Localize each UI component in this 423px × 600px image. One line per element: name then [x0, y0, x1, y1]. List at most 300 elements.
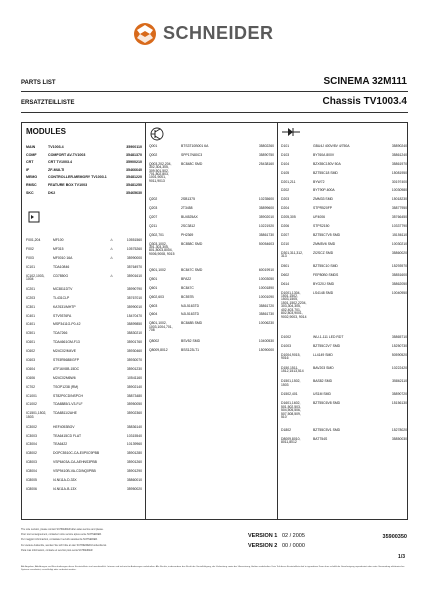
part-description: CD7850G: [53, 273, 69, 278]
part-description: DOPC5510C-CA-E0P0C9PBB: [53, 451, 100, 456]
part-reference: D8009,8010, 8011,8012: [281, 436, 301, 445]
modules-list: [26, 146, 142, 199]
parts-list-title: PARTS LIST: [21, 80, 56, 86]
part-number: 10551560: [126, 238, 142, 242]
table-row: [149, 322, 274, 340]
part-number: 10575260: [126, 246, 142, 251]
table-row: [26, 288, 142, 297]
part-number: 35861730: [258, 232, 274, 237]
part-number: 35802260: [258, 144, 274, 148]
table-row: [281, 367, 407, 380]
part-reference: D103: [281, 152, 290, 157]
version-1-date: 02 / 2005: [281, 533, 305, 539]
part-reference: Q302,701: [149, 232, 164, 237]
table-row: [26, 350, 142, 359]
part-description: ATF16V8B-15DC: [53, 366, 80, 371]
part-description: BZT55C18 SMD: [313, 170, 338, 175]
part-description: TDA4661GM-F13: [53, 340, 80, 345]
document-number: 35900350: [382, 534, 407, 540]
part-number: 15156130: [391, 401, 407, 406]
part-reference: D1802: [281, 427, 291, 432]
part-number: 10001890: [258, 285, 274, 290]
part-description: MSP3411G-P0-42: [53, 322, 81, 327]
part-reference: IC1002: [26, 402, 37, 407]
safety-warning-icon: ⚠: [110, 246, 114, 251]
part-number: 35860010: [126, 477, 142, 482]
part-number: 35764970: [126, 264, 142, 269]
part-description: BZX55C150V 50A: [313, 161, 341, 166]
part-reference: Q001: [149, 144, 158, 148]
part-number: 15081950: [391, 170, 407, 175]
module-description: FEATURE BOX TV1003: [48, 182, 88, 187]
table-row: [26, 306, 142, 315]
table-row: [149, 198, 274, 207]
part-reference: D614: [281, 281, 290, 286]
part-description: PH2369: [181, 232, 194, 237]
part-description: TL431CLP: [53, 295, 70, 300]
part-description: BAV203 SMD: [313, 365, 334, 370]
module-part-number: 35466640: [126, 167, 142, 172]
column-divider: [145, 123, 146, 519]
table-row: [149, 225, 274, 234]
part-reference: Q501: [149, 276, 158, 281]
part-reference: Q601: [149, 285, 158, 290]
part-reference: D1003: [281, 343, 291, 348]
part-number: 15293970: [391, 263, 407, 268]
part-description: SPP17N80C3: [181, 152, 203, 157]
part-description: BC848B SMD: [181, 321, 203, 326]
part-reference: D205,305: [281, 215, 296, 220]
part-number: 35862110: [392, 379, 407, 384]
part-description: BC848C SMD: [181, 161, 203, 166]
part-number: 10400530: [258, 339, 274, 344]
part-description: MF315: [53, 246, 64, 251]
ic-symbol-icon: [28, 211, 40, 223]
part-number: 35901290: [126, 469, 142, 474]
part-description: LS4148 SMD: [313, 290, 334, 295]
version-2: [248, 543, 305, 549]
part-description: MC3811DTV: [53, 286, 73, 291]
module-part-number: 35481250: [126, 182, 142, 187]
part-description: BYW72: [313, 179, 325, 184]
part-description: NJL5163TD: [181, 303, 200, 308]
ersatzteilliste-title: ERSATZTEILLISTE: [21, 100, 75, 106]
part-reference: IC101: [26, 264, 36, 269]
part-reference: IC606: [26, 375, 36, 380]
part-reference: IC401: [26, 313, 36, 318]
part-reference: Q603: [149, 303, 158, 308]
part-description: BZT55C7V5 SMD: [313, 232, 341, 237]
part-number: 10040950: [391, 290, 407, 295]
part-reference: Q203: [149, 205, 158, 210]
part-number: 35860020: [391, 250, 407, 255]
module-part-number: 35481220: [126, 175, 142, 180]
part-description: BC847C: [181, 285, 194, 290]
part-number: 10030210: [391, 241, 407, 246]
part-number: 35901610: [126, 273, 142, 278]
part-description: MF0010 16A: [53, 255, 73, 260]
table-row: [281, 198, 407, 207]
table-row: [26, 470, 142, 479]
part-description: WU-1-111 LED RDT: [313, 334, 344, 339]
part-number: 35950020: [126, 486, 142, 491]
safety-warning-icon: ⚠: [110, 255, 114, 260]
module-row: [26, 154, 142, 162]
module-code: IF: [26, 167, 30, 172]
column-divider: [277, 123, 278, 519]
table-row: [281, 292, 407, 336]
part-description: STV9376FA: [53, 313, 72, 318]
part-number: 30197400: [391, 179, 407, 184]
module-part-number: 35481370: [126, 152, 142, 157]
table-row: [281, 402, 407, 429]
part-number: 35861240: [391, 152, 407, 157]
part-reference: IC3004: [26, 442, 37, 447]
part-number: 35851600: [391, 272, 407, 277]
footnote-line: Pour tout renseignement, contactez notre service apres-vente SCHNEIDER.: [21, 533, 102, 537]
diode-symbol-icon: [282, 127, 300, 137]
part-number: 35861970: [391, 161, 407, 166]
part-reference: IC1501,1502, 1503: [26, 411, 47, 419]
table-row: [281, 274, 407, 283]
table-row: [281, 234, 407, 243]
table-row: [26, 332, 142, 341]
part-number: 35899600: [258, 205, 274, 210]
table-row: [26, 297, 142, 306]
table-row: [149, 349, 274, 358]
part-number: 35766450: [391, 215, 407, 220]
part-description: BC858C SMD: [181, 241, 203, 246]
table-row: [281, 380, 407, 393]
table-row: [281, 207, 407, 216]
parts-table: [21, 122, 408, 520]
part-reference: IC603: [26, 357, 36, 362]
part-reference: IC301: [26, 304, 36, 309]
part-number: 35902140: [126, 384, 142, 389]
part-reference: D203: [281, 197, 290, 202]
part-reference: D104: [281, 161, 290, 166]
part-reference: IC8004: [26, 469, 37, 474]
table-row: [281, 438, 407, 451]
part-number: 15018230: [391, 197, 407, 202]
part-number: 10006230: [258, 321, 274, 326]
part-description: LL4149 SMD: [313, 352, 333, 357]
table-row: [26, 323, 142, 332]
part-number: 10222420: [391, 365, 407, 370]
part-description: BAS82 SMD: [313, 379, 333, 384]
table-row: [26, 359, 142, 368]
safety-warning-icon: ⚠: [110, 238, 114, 242]
part-number: 35850030: [391, 436, 407, 441]
table-row: [26, 426, 142, 435]
module-description: CONTROLLER-MEMORY TV1003.1: [48, 175, 107, 180]
part-description: BZT55C10 SMD: [313, 263, 338, 268]
part-description: BZT55C5V1 SMD: [313, 427, 341, 432]
footnote-line: Fur weitere Auskunfte, wenden Sie sich bitte an den SCHNEIDER-Kundendienst.: [21, 543, 107, 547]
part-number: 10001090: [258, 294, 274, 299]
part-reference: D210: [281, 241, 290, 246]
brand-logo: [133, 22, 293, 46]
part-description: BTS3T10B001 6A: [181, 144, 209, 148]
part-reference: D301,311,312, 313: [281, 250, 303, 259]
part-reference: IC702: [26, 384, 36, 389]
table-row: [149, 234, 274, 243]
part-number: 15250730: [391, 343, 407, 348]
part-description: GBU4J 400V/8V 4/750A: [313, 144, 350, 148]
part-number: 15090000: [258, 347, 274, 352]
part-description: 2T3458: [181, 205, 193, 210]
table-row: [149, 163, 274, 198]
part-description: BZT55C6V8 SMD: [313, 401, 341, 406]
part-reference: Q207: [149, 214, 158, 219]
part-number: 10315540: [126, 433, 142, 438]
module-description: ZF-MULTI: [48, 167, 65, 172]
table-row: [26, 488, 142, 497]
part-number: 35930460: [126, 349, 142, 354]
part-reference: D602: [281, 272, 290, 277]
page-number: 1/3: [398, 554, 405, 560]
part-number: 10139960: [126, 442, 142, 447]
part-description: TSOP1238 (RM): [53, 384, 79, 389]
module-description: CRT TV1003.4: [48, 160, 72, 165]
module-part-number: 35900210: [126, 160, 142, 165]
footnote-line: Per maggiori informazioni, contattate il servizio assistenza SCHNEIDER.: [21, 538, 98, 542]
part-number: 35890240: [391, 144, 407, 148]
part-number: 35990790: [126, 286, 142, 291]
part-description: TEA6415CD FLAT: [53, 433, 82, 438]
module-code: RMSC: [26, 182, 37, 187]
part-number: 35767010: [126, 295, 142, 300]
part-description: KA7631/MHTP: [53, 304, 76, 309]
part-description: US1M SMD: [313, 392, 331, 397]
part-number: 10337790: [391, 224, 407, 229]
table-row: [26, 412, 142, 425]
part-reference: Q211: [149, 223, 158, 228]
part-number: 10003050: [258, 276, 274, 281]
part-reference: Q604: [149, 312, 158, 317]
table-row: [281, 354, 407, 367]
table-row: [26, 275, 142, 288]
part-reference: D202: [281, 188, 290, 193]
part-description: HEF4053BGV: [53, 424, 75, 429]
part-reference: IC602: [26, 349, 36, 354]
part-description: BU4525AX: [181, 214, 198, 219]
part-number: 35950050: [126, 402, 142, 407]
module-code: SKC: [26, 190, 34, 195]
safety-warning-icon: ⚠: [110, 273, 114, 278]
module-code: COMF: [26, 152, 37, 157]
table-row: [26, 479, 142, 488]
part-reference: Q602,603: [149, 294, 164, 299]
part-description: VSP6403A-CA-AEHNS3PBB: [53, 460, 97, 465]
module-description: DK2: [48, 190, 56, 195]
part-reference: D201,211: [281, 179, 296, 184]
part-description: M24C02M6W6: [53, 375, 76, 380]
part-number: 35901760: [126, 340, 142, 345]
ic-parts-list: [26, 239, 142, 497]
part-reference: IC3002: [26, 424, 37, 429]
part-description: BC847C SMD: [181, 268, 203, 273]
part-description: MF100: [53, 238, 64, 242]
part-description: 2SC3812: [181, 223, 196, 228]
part-number: 10235600: [258, 197, 274, 202]
part-description: BSS123LT1: [181, 347, 200, 352]
part-reference: IC1001: [26, 393, 37, 398]
part-reference: IC203: [26, 295, 36, 300]
part-reference: D1601,1602, 501,502,503, 504,505,506, 507,508,509, 510: [281, 401, 301, 419]
module-row: [26, 192, 142, 200]
part-reference: D105: [281, 170, 290, 175]
table-row: [149, 269, 274, 278]
part-reference: D150,1511, 1512,1513,514: [281, 365, 304, 374]
version-1: [248, 533, 305, 539]
part-description: STPS2150: [313, 224, 330, 229]
diode-parts-list: [281, 145, 407, 451]
part-description: VSP9410B-VA-CD/NQ0PBB: [53, 469, 96, 474]
table-row: [281, 225, 407, 234]
table-row: [149, 207, 274, 216]
part-description: BYT90P-600A: [313, 188, 335, 193]
table-row: [281, 252, 407, 265]
part-reference: D101: [281, 144, 290, 148]
part-number: 50054603: [258, 241, 274, 246]
part-number: 35930070: [126, 357, 142, 362]
part-number: 10541160: [127, 375, 142, 380]
table-row: [281, 265, 407, 274]
part-description: TDA8885/1-V3-FLF: [53, 402, 83, 407]
part-reference: Q8009,8012: [149, 347, 168, 352]
part-reference: D1004,9015, 9016: [281, 352, 301, 360]
part-number: 35901280: [126, 451, 142, 456]
part-reference: IC8006: [26, 486, 37, 491]
modules-title: MODULES: [26, 127, 66, 136]
module-part-number: 35900110: [126, 145, 142, 149]
part-reference: D206: [281, 224, 290, 229]
part-reference: Q003,202,204, 302,304,305, 309,501,502, 701,802,803, 1001,9001, 9011,9013: [149, 161, 172, 183]
module-description: TV1003.4: [48, 145, 64, 149]
part-number: 35902010: [258, 214, 274, 219]
part-reference: Q303,1002, 301,303,305, 801,8003,8004, 9006,9008, 9015: [149, 241, 175, 256]
table-row: [149, 287, 274, 296]
footnote-line: Para mas informacion, contacte el servicio post-venta SCHNEIDER.: [21, 548, 94, 552]
part-reference: Q8002: [149, 339, 160, 344]
part-reference: IC604: [26, 366, 36, 371]
part-description: UF4006: [313, 215, 326, 220]
part-number: 35830210: [126, 331, 142, 336]
part-reference: IC8003: [26, 460, 37, 465]
part-reference: D1501,1502, 1503: [281, 379, 301, 387]
part-number: 35990000: [126, 255, 142, 260]
part-reference: Q002: [149, 152, 158, 157]
part-reference: Q501,1002: [149, 268, 166, 273]
part-description: BAT754S: [313, 436, 328, 441]
part-description: I4.NI11A-B-13X: [53, 486, 77, 491]
table-row: [26, 368, 142, 377]
module-code: MAIN: [26, 145, 36, 149]
chassis-title: Chassis TV1003.4: [322, 96, 407, 107]
model-title: SCINEMA 32M111: [323, 76, 407, 87]
table-row: [26, 341, 142, 350]
part-reference: IC601: [26, 340, 36, 345]
table-row: [149, 216, 274, 225]
part-number: 35890750: [258, 152, 274, 157]
part-number: 35861730: [258, 312, 274, 317]
part-description: ST93R5688/GFP: [53, 357, 80, 362]
part-number: 15278020: [391, 427, 407, 432]
part-number: 25438160: [258, 161, 274, 166]
table-row: [149, 313, 274, 322]
transistor-symbol-icon: [150, 127, 164, 141]
part-description: ZMM5V6 SMD: [313, 241, 336, 246]
table-row: [26, 377, 142, 386]
part-reference: IC3003: [26, 433, 37, 438]
part-number: 35899850: [126, 322, 142, 327]
part-number: 35836140: [126, 424, 142, 429]
part-number: 35901260: [126, 460, 142, 465]
part-description: BY760A 800V: [313, 152, 335, 157]
footnote-line: The sole revision, please contact SCHNEIDER after-sales service and please.: [21, 528, 104, 531]
module-code: CRT: [26, 160, 34, 165]
part-number: 15156110: [392, 232, 407, 237]
part-reference: IC102,1003, 1004: [26, 273, 45, 281]
part-description: 2SB1375: [181, 197, 195, 202]
part-number: 10030980: [391, 188, 407, 193]
part-reference: Q202: [149, 197, 158, 202]
part-description: ZMM33 SMD: [313, 197, 333, 202]
part-reference: Q801,1002, 1003,1004,701, 708: [149, 321, 173, 333]
version-1-label: VERSION 1: [248, 533, 278, 539]
table-row: [26, 239, 142, 248]
part-number: 60019910: [258, 268, 274, 273]
part-number: 15470470: [126, 313, 142, 318]
part-number: 35873480: [126, 393, 142, 398]
part-description: BZT55C2V7 SMD: [313, 343, 341, 348]
table-row: [281, 172, 407, 181]
part-reference: F002: [26, 246, 34, 251]
module-part-number: 35465630: [126, 190, 142, 195]
version-2-label: VERSION 2: [248, 543, 278, 549]
part-description: M24C02/M4VE: [53, 349, 76, 354]
table-row: [281, 163, 407, 172]
table-row: [281, 145, 407, 154]
part-description: NJL5163TD: [181, 312, 200, 317]
module-code: MEMO: [26, 175, 38, 180]
part-description: TDA7266: [53, 331, 68, 336]
part-number: 35865710: [391, 334, 407, 339]
table-row: [26, 386, 142, 395]
part-description: TEA6422: [53, 442, 68, 447]
table-row: [149, 278, 274, 287]
table-row: [149, 296, 274, 305]
table-row: [281, 216, 407, 225]
part-number: 35877950: [391, 206, 407, 211]
part-description: BFA22: [181, 276, 192, 281]
part-number: 35861720: [258, 303, 274, 308]
module-description: COMFORT AV-TV1003: [48, 152, 86, 157]
part-description: TDA10846: [53, 264, 70, 269]
part-description: STPR520FP: [313, 206, 333, 211]
part-reference: D501: [281, 263, 290, 268]
part-description: TDA8811/2AHE: [53, 411, 77, 416]
module-row: [26, 161, 142, 169]
schneider-logo-icon: [133, 22, 157, 46]
table-row: [26, 248, 142, 257]
version-2-date: 00 / 0000: [281, 543, 305, 549]
part-description: ZI2SCZ SMD: [313, 250, 334, 255]
transistor-parts-list: [149, 145, 274, 358]
table-row: [281, 154, 407, 163]
part-reference: D204: [281, 206, 290, 211]
